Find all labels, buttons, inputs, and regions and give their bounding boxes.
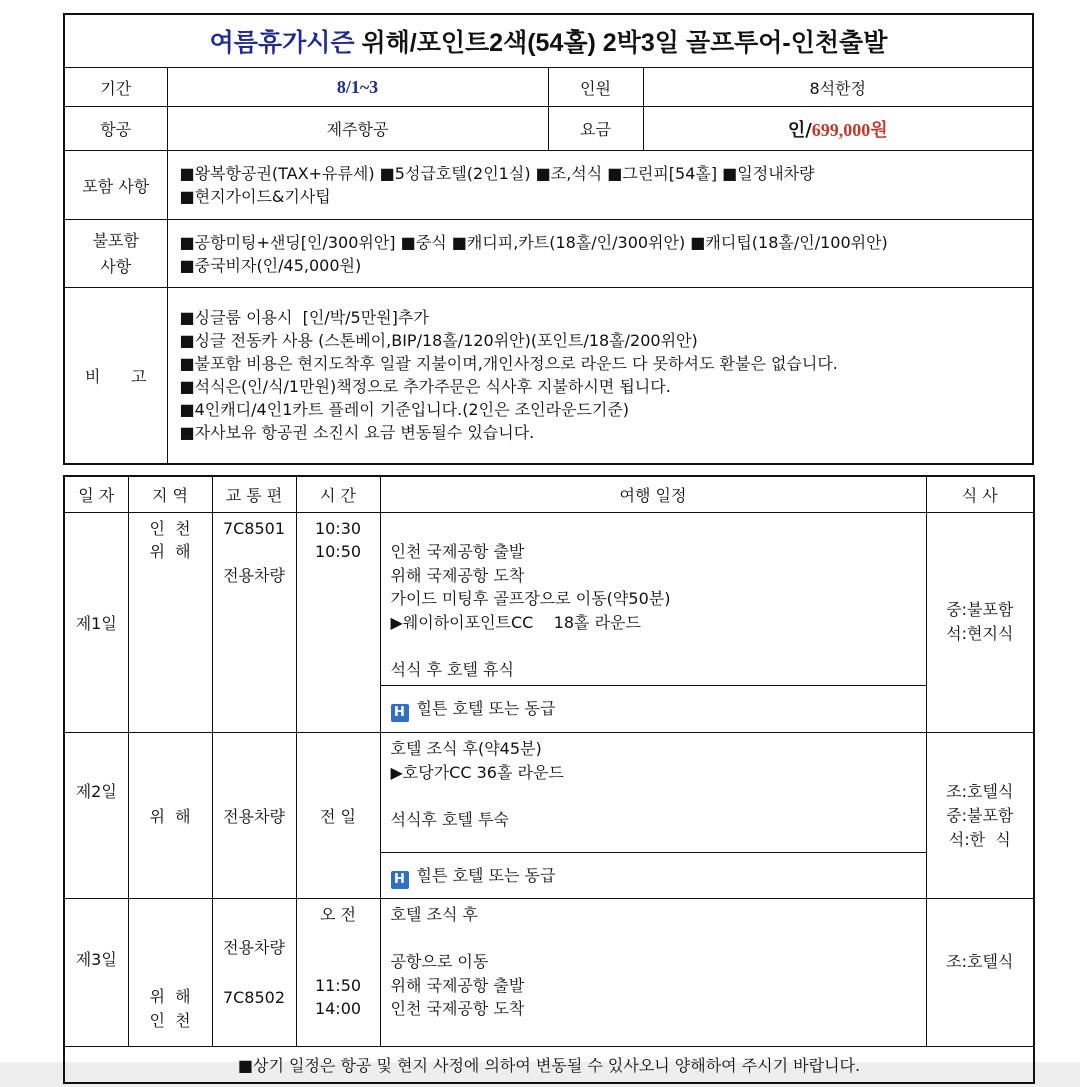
- day-label: 제3일: [64, 899, 128, 1047]
- day-label: 제1일: [64, 512, 128, 733]
- header-transport: 교 통 편: [212, 476, 296, 512]
- meals-cell: 조:호텔식 중:불포함 석:한 식: [926, 733, 1034, 899]
- plan-cell: 인천 국제공항 출발 위해 국제공항 도착 가이드 미팅후 골프장으로 이동(약50분) ▶웨이하이포인트CC 18홀 라운드 석식 후 호텔 휴식: [380, 512, 926, 686]
- excluded-label: 불포함 사항: [64, 220, 167, 288]
- period-label: 기간: [64, 68, 167, 107]
- itinerary-table: [63, 475, 1035, 1084]
- notes-list: ■싱글룸 이용시 [인/박/5만원]추가 ■싱글 전동카 사용 (스톤베이,BIP/18홀/120위안)(포인트/18홀/200위안) ■불포함 비용은 현지도착후 일괄 지불이며,개인사정으로 라운드 다 못하셔도 환불은 없습니다. ■석식은(인/식/1만원)책정으로 추가주문은 식사후 지불하시면 됩니다. ■4인캐디/4인1카트 플레이 기준입니다.(2인은 조인라운드기준) ■자사보유 항공권 소진시 요금 변동될수 있습니다.: [167, 288, 1033, 464]
- included-list: ■왕복항공권(TAX+유류세) ■5성급호텔(2인1실) ■조,석식 ■그린피[54홀] ■일정내차량 ■현지가이드&기사팁: [167, 151, 1033, 220]
- hotel-cell: H 힐튼 호텔 또는 동급: [380, 686, 926, 733]
- airline-label: 항공: [64, 107, 167, 151]
- region-cell: 위 해 인 천: [128, 899, 212, 1047]
- people-label: 인원: [548, 68, 643, 107]
- day-label: 제2일: [64, 733, 128, 899]
- hotel-cell: H 힐튼 호텔 또는 동급: [380, 853, 926, 899]
- header-region: 지 역: [128, 476, 212, 512]
- hotel-h-icon: H: [391, 704, 409, 722]
- time-cell: 전 일: [296, 733, 380, 899]
- day-row: [64, 899, 1034, 1047]
- header-plan: 여행 일정: [380, 476, 926, 512]
- header-time: 시 간: [296, 476, 380, 512]
- hotel-h-icon: H: [391, 871, 409, 889]
- excluded-list: ■공항미팅+샌딩[인/300위안] ■중식 ■캐디피,카트(18홀/인/300위안) ■캐디팁(18홀/인/100위안) ■중국비자(인/45,000원): [167, 220, 1033, 288]
- transport-cell: 전용차량: [212, 733, 296, 899]
- tour-info-table: [63, 13, 1034, 465]
- itinerary-header-row: [64, 476, 1034, 512]
- day-row: [64, 733, 1034, 853]
- meals-cell: 조:호텔식: [926, 899, 1034, 1047]
- notes-label: 비 고: [64, 288, 167, 464]
- included-label: 포함 사항: [64, 151, 167, 220]
- plan-cell: 호텔 조식 후 공항으로 이동 위해 국제공항 출발 인천 국제공항 도착: [380, 899, 926, 1047]
- page-title: 여름휴가시즌 위해/포인트2색(54홀) 2박3일 골프투어-인천출발: [64, 14, 1033, 68]
- header-date: 일 자: [64, 476, 128, 512]
- day-row: [64, 512, 1034, 686]
- plan-cell: 호텔 조식 후(약45분) ▶호당가CC 36홀 라운드 석식후 호텔 투숙: [380, 733, 926, 853]
- people-value: 8석한정: [643, 68, 1033, 107]
- region-cell: 인 천 위 해: [128, 512, 212, 733]
- transport-cell: 전용차량 7C8502: [212, 899, 296, 1047]
- time-cell: 오 전 11:50 14:00: [296, 899, 380, 1047]
- header-meals: 식 사: [926, 476, 1034, 512]
- fare-value: 인/699,000원: [643, 107, 1033, 151]
- airline-value: 제주항공: [167, 107, 548, 151]
- region-cell: 위 해: [128, 733, 212, 899]
- period-value: 8/1~3: [167, 68, 548, 107]
- meals-cell: 중:불포함 석:현지식: [926, 512, 1034, 733]
- time-cell: 10:30 10:50: [296, 512, 380, 733]
- itinerary-footer-note: ■상기 일정은 항공 및 현지 사정에 의하여 변동될 수 있사오니 양해하여 주시기 바랍니다.: [64, 1047, 1034, 1083]
- transport-cell: 7C8501 전용차량: [212, 512, 296, 733]
- fare-label: 요금: [548, 107, 643, 151]
